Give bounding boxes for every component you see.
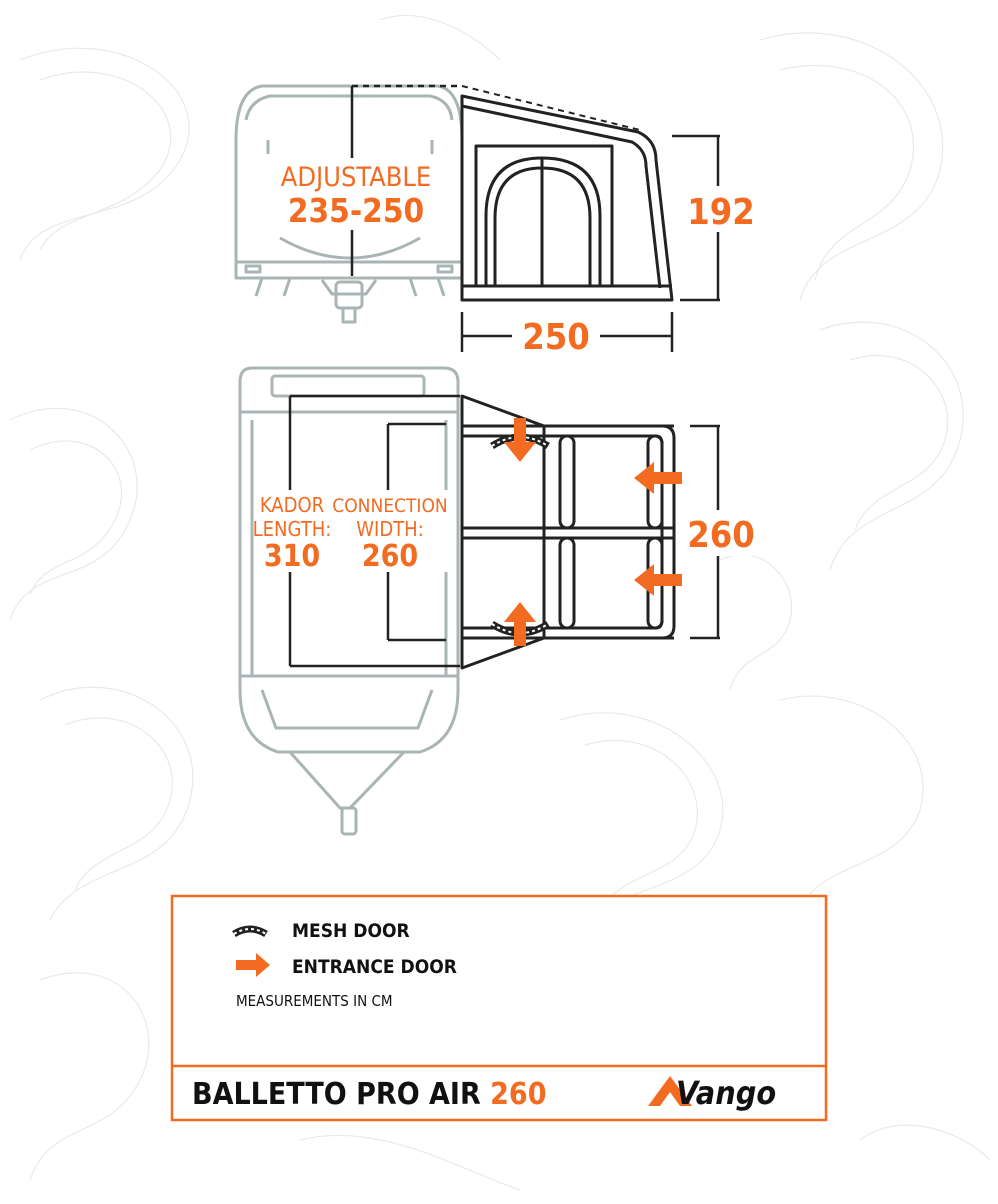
legend-entrance-door: ENTRANCE DOOR (292, 956, 457, 978)
product-size: 260 (490, 1077, 547, 1112)
legend-measurements: MEASUREMENTS IN CM (236, 992, 393, 1010)
connection-value: 260 (361, 539, 419, 574)
kador-value: 310 (263, 539, 321, 574)
depth-value: 260 (687, 515, 755, 556)
height-value: 192 (687, 192, 755, 233)
connection-label-1: CONNECTION (332, 495, 448, 517)
legend-mesh-door: MESH DOOR (292, 920, 410, 942)
kador-label-2: LENGTH: (252, 517, 332, 541)
brand-name: Vango (676, 1074, 777, 1112)
product-title (192, 1077, 546, 1112)
caravan-top (240, 368, 458, 834)
kador-label-1: KADOR (259, 493, 325, 517)
adjustable-value: 235-250 (287, 191, 425, 230)
width-value: 250 (522, 317, 590, 358)
adjustable-label: ADJUSTABLE (280, 162, 432, 193)
product-name: BALLETTO PRO AIR (192, 1077, 481, 1112)
connection-label-2: WIDTH: (356, 517, 424, 541)
awning-front (462, 86, 672, 300)
